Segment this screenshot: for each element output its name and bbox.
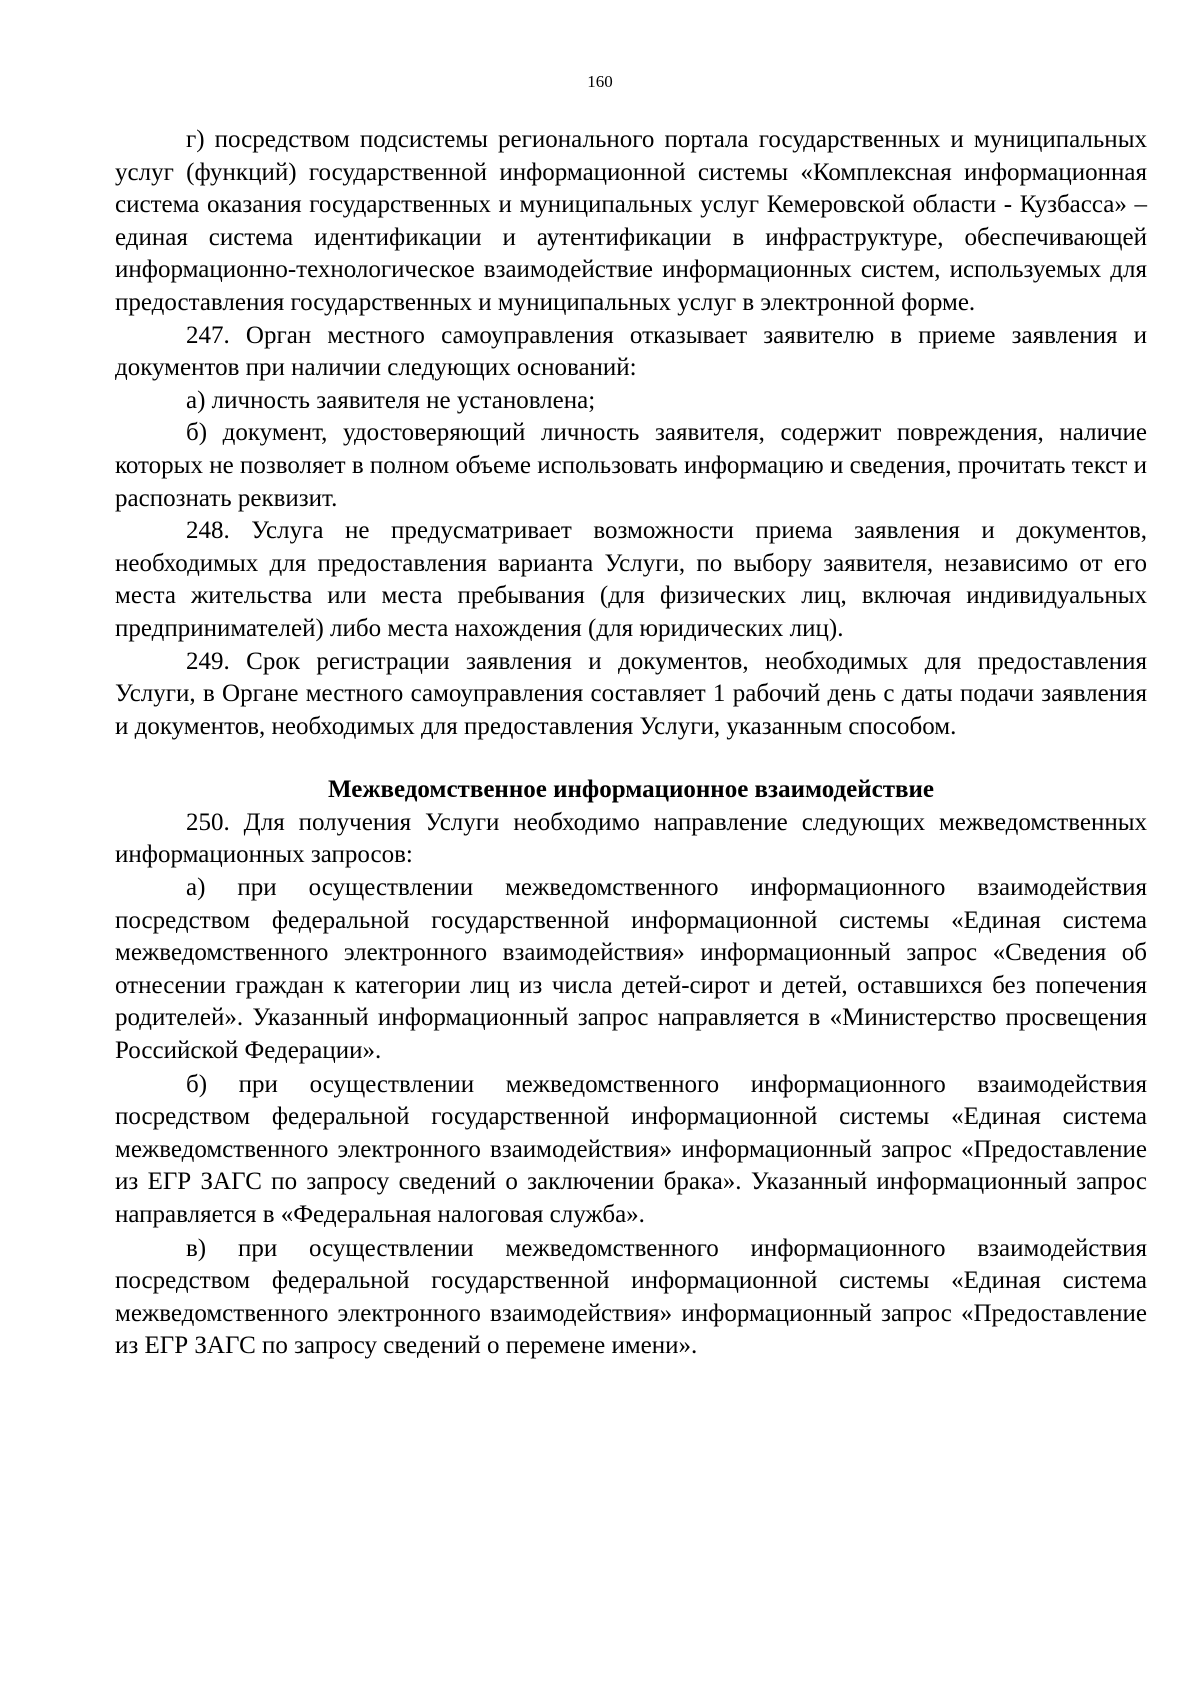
paragraph-item-a: а) личность заявителя не установлена; xyxy=(186,386,596,414)
paragraph-248: 248. Услуга не предусматривает возможности приема заявления и документов, необходимых для предоставления варианта Услуги, по выбору заявителя, независимо от его места жительства или места пребывания (для физических лиц, включая индивидуальных предпринимателей) либо места нахождения (для юридических лиц). xyxy=(115,517,1147,642)
paragraph-250-v: в) при осуществлении межведомственного информационного взаимодействия посредством федеральной государственной информационной системы «Единая система межведомственного электронного взаимодействия» информационный запрос «Предоставление из ЕГР ЗАГС по запросу сведений о перемене имени». xyxy=(115,1234,1147,1360)
page-number: 160 xyxy=(587,72,613,91)
paragraph-250-a: а) при осуществлении межведомственного информационного взаимодействия посредством федеральной государственной информационной системы «Единая система межведомственного электронного взаимодействия» информационный запрос «Сведения об отнесении граждан к категории лиц из числа детей-сирот и детей, оставшихся без попечения родителей». Указанный информационный запрос направляется в «Министерство просвещения Российской Федерации». xyxy=(115,874,1147,1065)
paragraph-item-b: б) документ, удостоверяющий личность заявителя, содержит повреждения, наличие которых не позволяет в полном объеме использовать информацию и сведения, прочитать текст и распознать реквизит. xyxy=(115,419,1147,512)
paragraph-250: 250. Для получения Услуги необходимо направление следующих межведомственных информационных запросов: xyxy=(115,808,1147,869)
section-heading: Межведомственное информационное взаимодействие xyxy=(328,776,934,804)
paragraph-247: 247. Орган местного самоуправления отказывает заявителю в приеме заявления и документов при наличии следующих оснований: xyxy=(115,321,1147,382)
paragraph-250-b: б) при осуществлении межведомственного информационного взаимодействия посредством федеральной государственной информационной системы «Единая система межведомственного электронного взаимодействия» информационный запрос «Предоставление из ЕГР ЗАГС по запросу сведений о заключении брака». Указанный информационный запрос направляется в «Федеральная налоговая служба». xyxy=(115,1070,1147,1228)
document-body xyxy=(115,124,1147,1363)
paragraph-249: 249. Срок регистрации заявления и документов, необходимых для предоставления Услуги, в Органе местного самоуправления составляет 1 рабочий день с даты подачи заявления и документов, необходимых для предоставления Услуги, указанным способом. xyxy=(115,647,1147,740)
paragraph-item-g: г) посредством подсистемы регионального портала государственных и муниципальных услуг (функций) государственной информационной системы «Комплексная информационная система оказания государственных и муниципальных услуг Кемеровской области - Кузбасса» – единая система идентификации и аутентификации в инфраструктуре, обеспечивающей информационно-технологическое взаимодействие информационных систем, используемых для предоставления государственных и муниципальных услуг в электронной форме. xyxy=(115,126,1147,316)
